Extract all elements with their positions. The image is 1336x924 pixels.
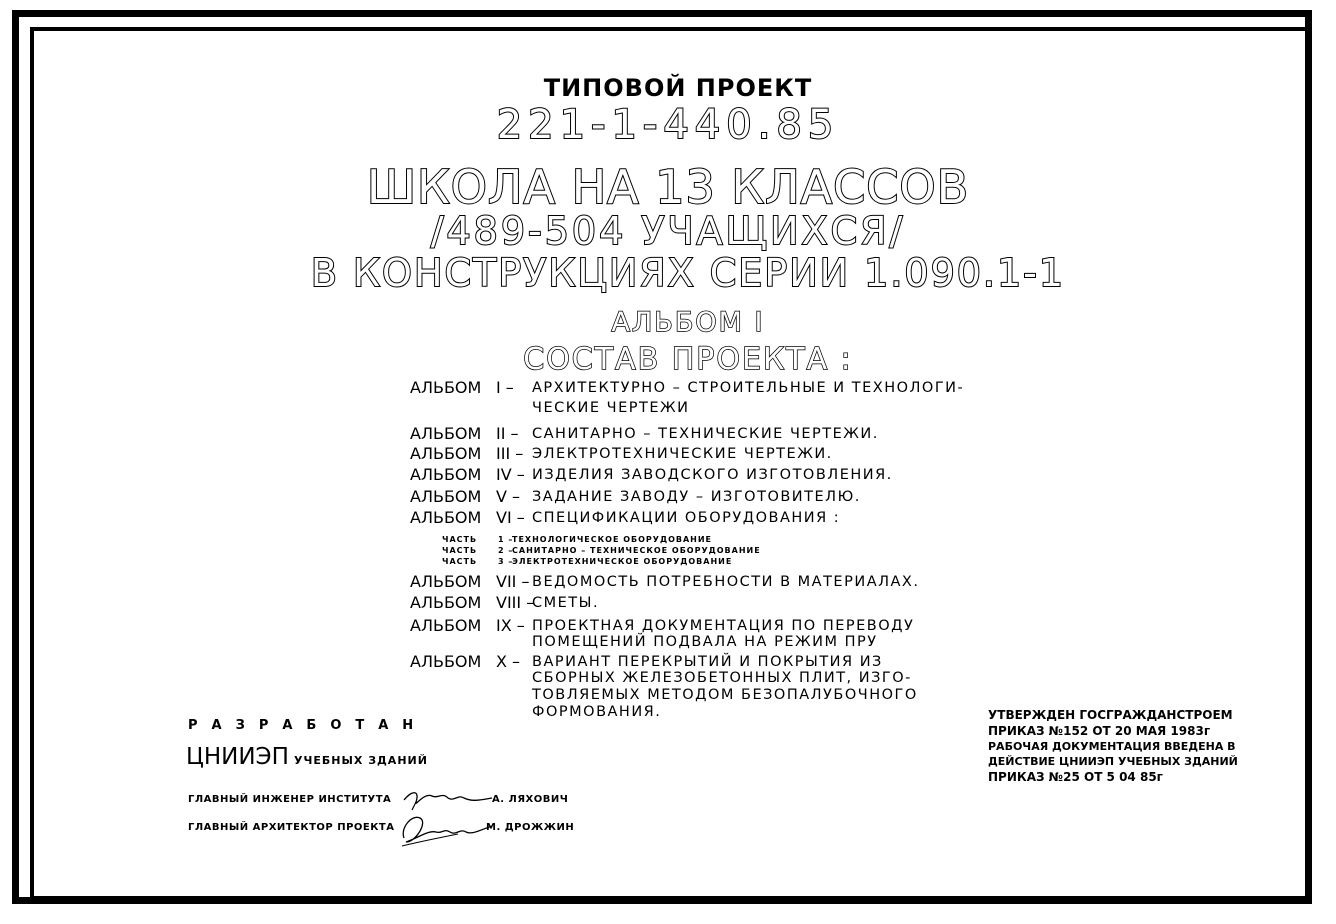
approval-line-2: ПРИКАЗ №152 ОТ 20 МАЯ 1983г [988, 724, 1211, 738]
album-number: VII – [496, 572, 530, 591]
album-number: I – [496, 378, 514, 397]
album-number: V – [496, 487, 521, 506]
album-number: X – [496, 652, 521, 671]
part-number: 1 – [498, 535, 514, 544]
chief-architect-name: М. ДРОЖЖИН [486, 822, 575, 833]
album-number: II – [496, 424, 519, 443]
album-label: АЛЬБОМ [410, 572, 482, 591]
album-label: АЛЬБОМ [410, 508, 482, 527]
part-number: 3 – [498, 557, 514, 566]
chief-architect-label: ГЛАВНЫЙ АРХИТЕКТОР ПРОЕКТА [188, 822, 395, 833]
title-line-3: В КОНСТРУКЦИЯХ СЕРИИ 1.090.1-1 [310, 251, 1066, 295]
part-number: 2 – [498, 546, 514, 555]
album-number: VIII – [496, 593, 535, 612]
project-type: ТИПОВОЙ ПРОЕКТ [543, 74, 813, 102]
album-description: САНИТАРНО – ТЕХНИЧЕСКИЕ ЧЕРТЕЖИ. [532, 426, 879, 442]
album-label: АЛЬБОМ [410, 424, 482, 443]
album-description: ВЕДОМОСТЬ ПОТРЕБНОСТИ В МАТЕРИАЛАХ. [532, 574, 920, 590]
institute-name [186, 744, 428, 770]
album-number: VI – [496, 508, 525, 527]
album-label: АЛЬБОМ [410, 465, 482, 484]
album-description: ФОРМОВАНИЯ. [532, 704, 662, 720]
chief-engineer-name: А. ЛЯХОВИЧ [492, 794, 569, 805]
album-number: III – [496, 444, 524, 463]
album-description: СМЕТЫ. [532, 595, 600, 611]
part-description: ТЕХНОЛОГИЧЕСКОЕ ОБОРУДОВАНИЕ [512, 535, 713, 544]
developed-by-heading: РАЗРАБОТАН [188, 718, 428, 733]
album-description: ЭЛЕКТРОТЕХНИЧЕСКИЕ ЧЕРТЕЖИ. [532, 446, 833, 462]
part-label: ЧАСТЬ [442, 546, 478, 555]
album-description: ПРОЕКТНАЯ ДОКУМЕНТАЦИЯ ПО ПЕРЕВОДУ [532, 618, 915, 634]
album-description: ЗАДАНИЕ ЗАВОДУ – ИЗГОТОВИТЕЛЮ. [532, 489, 861, 505]
album-description: ЧЕСКИЕ ЧЕРТЕЖИ [532, 400, 690, 416]
project-number: 221-1-440.85 [496, 102, 840, 148]
part-description: САНИТАРНО – ТЕХНИЧЕСКОЕ ОБОРУДОВАНИЕ [512, 546, 761, 555]
approval-line-1: УТВЕРЖДЕН ГОСГРАЖДАНСТРОЕМ [988, 708, 1233, 722]
album-description: СБОРНЫХ ЖЕЛЕЗОБЕТОННЫХ ПЛИТ, ИЗГО- [532, 670, 912, 686]
album-description: ВАРИАНТ ПЕРЕКРЫТИЙ И ПОКРЫТИЯ ИЗ [532, 654, 883, 670]
approval-line-3: РАБОЧАЯ ДОКУМЕНТАЦИЯ ВВЕДЕНА В [988, 740, 1236, 753]
part-label: ЧАСТЬ [442, 557, 478, 566]
album-label: АЛЬБОМ [410, 487, 482, 506]
album-title: АЛЬБОМ I [611, 307, 765, 338]
album-label: АЛЬБОМ [410, 652, 482, 671]
title-line-2: /489-504 УЧАЩИХСЯ/ [430, 209, 906, 253]
chief-architect-signature [398, 808, 498, 848]
part-description: ЭЛЕКТРОТЕХНИЧЕСКОЕ ОБОРУДОВАНИЕ [512, 557, 733, 566]
album-label: АЛЬБОМ [410, 444, 482, 463]
contents-heading: СОСТАВ ПРОЕКТА : [523, 342, 853, 377]
album-label: АЛЬБОМ [410, 593, 482, 612]
institute-abbr: ЦНИИЭП [186, 744, 289, 770]
approval-line-5: ПРИКАЗ №25 ОТ 5 04 85г [988, 770, 1163, 784]
approval-line-4: ДЕЙСТВИЕ ЦНИИЭП УЧЕБНЫХ ЗДАНИЙ [988, 755, 1238, 768]
chief-engineer-label: ГЛАВНЫЙ ИНЖЕНЕР ИНСТИТУТА [188, 794, 392, 805]
album-label: АЛЬБОМ [410, 378, 482, 397]
album-number: IX – [496, 616, 525, 635]
album-description: СПЕЦИФИКАЦИИ ОБОРУДОВАНИЯ : [532, 510, 841, 526]
title-line-1: ШКОЛА НА 13 КЛАССОВ [366, 160, 970, 214]
institute-suffix: УЧЕБНЫХ ЗДАНИЙ [294, 754, 428, 767]
album-label: АЛЬБОМ [410, 616, 482, 635]
album-number: IV – [496, 465, 525, 484]
album-description: ПОМЕЩЕНИЙ ПОДВАЛА НА РЕЖИМ ПРУ [532, 634, 878, 650]
album-description: ТОВЛЯЕМЫХ МЕТОДОМ БЕЗОПАЛУБОЧНОГО [532, 687, 918, 703]
part-label: ЧАСТЬ [442, 535, 478, 544]
album-description: АРХИТЕКТУРНО – СТРОИТЕЛЬНЫЕ И ТЕХНОЛОГИ- [532, 380, 965, 396]
album-description: ИЗДЕЛИЯ ЗАВОДСКОГО ИЗГОТОВЛЕНИЯ. [532, 467, 893, 483]
